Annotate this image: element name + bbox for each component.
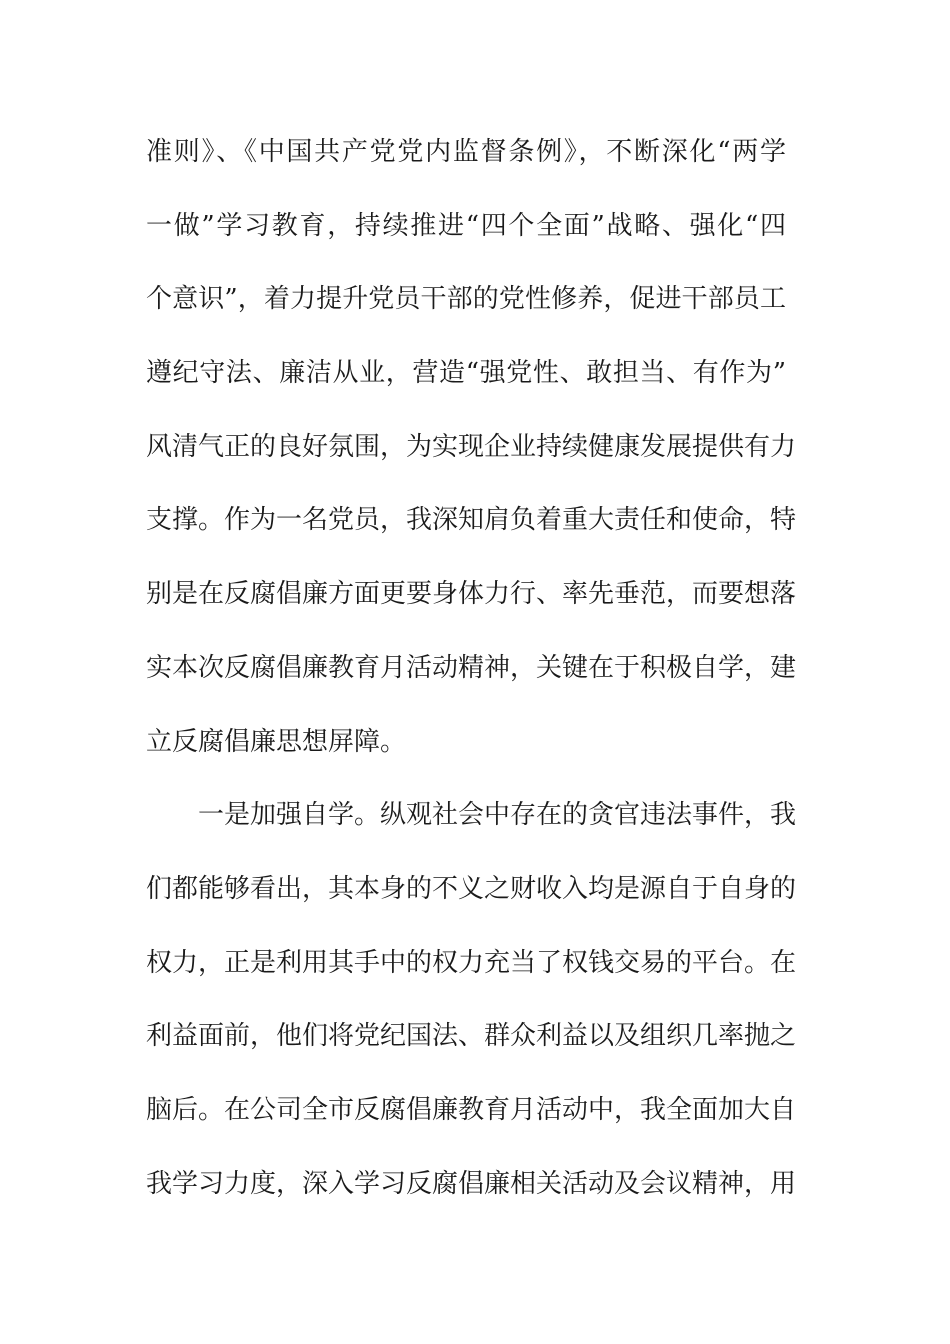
document-body <box>146 126 797 1231</box>
paragraph-first-line: 一是加强自学。纵观社会中存在的贪官违法事件，我 <box>198 800 797 831</box>
text-line: 我学习力度，深入学习反腐倡廉相关活动及会议精神，用 <box>146 1168 797 1199</box>
text-line: 实本次反腐倡廉教育月活动精神，关键在于积极自学，建 <box>146 652 797 683</box>
text-line: 权力，正是利用其手中的权力充当了权钱交易的平台。在 <box>146 947 797 978</box>
text-line: 风清气正的良好氛围，为实现企业持续健康发展提供有力 <box>146 431 797 462</box>
text-line: 别是在反腐倡廉方面更要身体力行、率先垂范，而要想落 <box>146 579 797 610</box>
text-line: 一做”学习教育，持续推进“四个全面”战略、强化“四 <box>146 210 786 241</box>
text-line: 支撑。作为一名党员，我深知肩负着重大责任和使命，特 <box>146 505 797 536</box>
text-line: 利益面前，他们将党纪国法、群众利益以及组织几率抛之 <box>146 1021 797 1052</box>
text-line: 个意识”，着力提升党员干部的党性修养，促进干部员工 <box>146 284 786 315</box>
text-line: 准则》、《中国共产党党内监督条例》，不断深化“两学 <box>146 137 786 167</box>
paragraph-end-line: 立反腐倡廉思想屏障。 <box>146 726 407 757</box>
text-line: 遵纪守法、廉洁从业，营造“强党性、敢担当、有作为” <box>146 358 786 389</box>
text-line: 们都能够看出，其本身的不义之财收入均是源自于自身的 <box>146 873 797 904</box>
text-line: 脑后。在公司全市反腐倡廉教育月活动中，我全面加大自 <box>146 1094 797 1125</box>
